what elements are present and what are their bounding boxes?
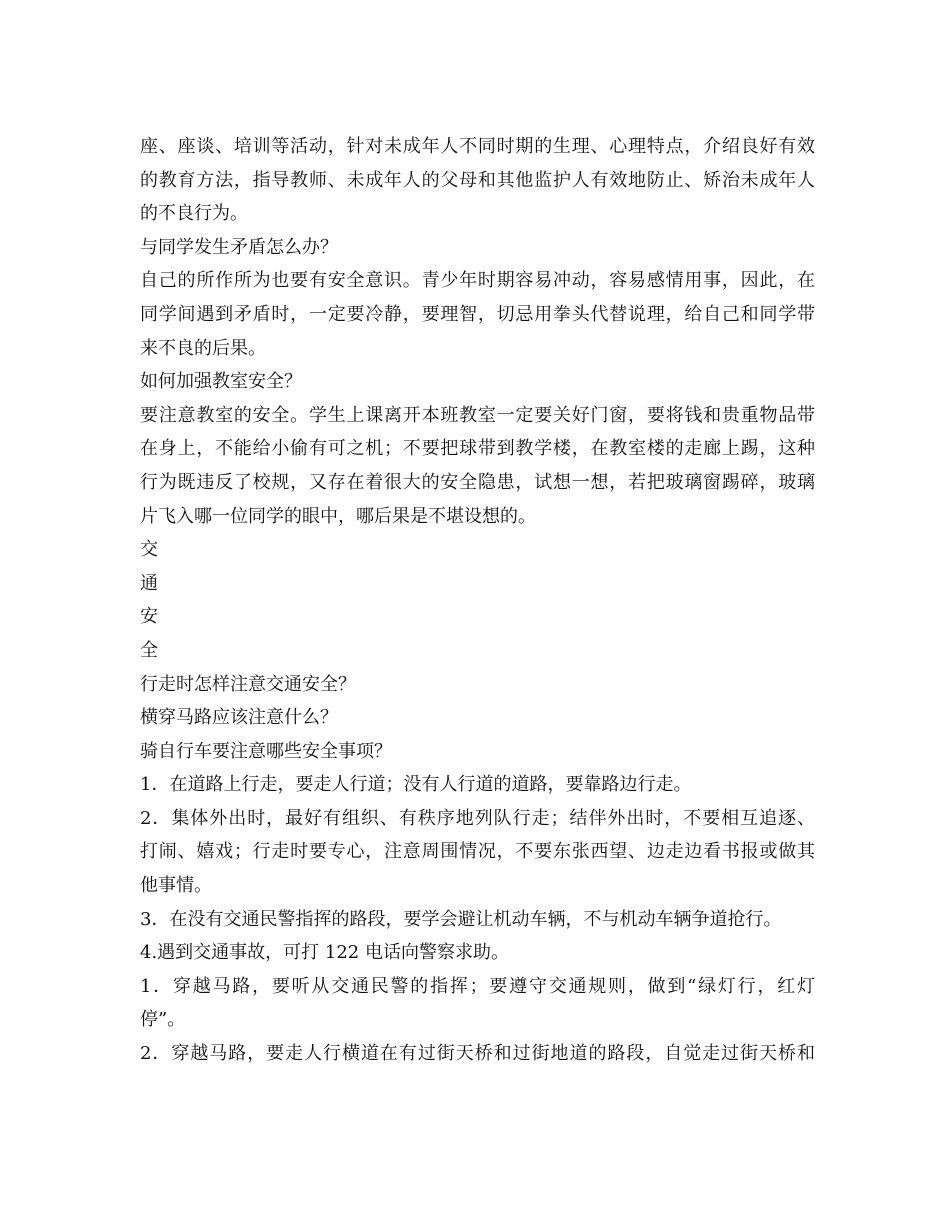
text-line: 安 xyxy=(140,606,158,628)
text-line: 他事情。 xyxy=(140,875,212,897)
text-line: 全 xyxy=(140,639,158,661)
text-line: 同学间遇到矛盾时，一定要冷静，要理智，切忌用拳头代替说理，给自己和同学带 xyxy=(140,303,815,325)
text-line: 3．在没有交通民警指挥的路段，要学会避让机动车辆，不与机动车辆争道抢行。 xyxy=(140,908,782,930)
text-line: 通 xyxy=(140,572,158,594)
text-line: 骑自行车要注意哪些安全事项？ xyxy=(140,740,392,762)
text-line: 1．穿越马路，要听从交通民警的指挥；要遵守交通规则，做到“绿灯行，红灯 xyxy=(140,975,815,997)
text-line: 4.遇到交通事故，可打 122 电话向警察求助。 xyxy=(140,942,509,964)
text-line: 如何加强教室安全？ xyxy=(140,371,302,393)
text-line: 的不良行为。 xyxy=(140,203,248,225)
text-line: 来不良的后果。 xyxy=(140,337,266,359)
text-line: 2．穿越马路，要走人行横道在有过街天桥和过街地道的路段，自觉走过街天桥和 xyxy=(140,1043,815,1065)
text-line: 片飞入哪一位同学的眼中，哪后果是不堪设想的。 xyxy=(140,505,536,527)
text-line: 要注意教室的安全。学生上课离开本班教室一定要关好门窗，要将钱和贵重物品带 xyxy=(140,404,815,426)
text-line: 横穿马路应该注意什么？ xyxy=(140,707,338,729)
text-line: 打闹、嬉戏；行走时要专心，注意周围情况，不要东张西望、边走边看书报或做其 xyxy=(140,841,815,863)
text-line: 在身上，不能给小偷有可之机；不要把球带到教学楼，在教室楼的走廊上踢，这种 xyxy=(140,438,815,460)
text-line: 停”。 xyxy=(140,1009,186,1031)
text-line: 的教育方法，指导教师、未成年人的父母和其他监护人有效地防止、矫治未成年人 xyxy=(140,169,815,191)
text-line: 1．在道路上行走，要走人行道；没有人行道的道路，要靠路边行走。 xyxy=(140,774,692,796)
text-line: 行为既违反了校规，又存在着很大的安全隐患，试想一想，若把玻璃窗踢碎，玻璃 xyxy=(140,471,815,493)
text-line: 2．集体外出时，最好有组织、有秩序地列队行走；结伴外出时，不要相互追逐、 xyxy=(140,807,815,829)
text-line: 交 xyxy=(140,539,158,561)
text-line: 自己的所作所为也要有安全意识。青少年时期容易冲动，容易感情用事，因此，在 xyxy=(140,270,815,292)
text-line: 与同学发生矛盾怎么办？ xyxy=(140,236,338,258)
text-line: 座、座谈、培训等活动，针对未成年人不同时期的生理、心理特点，介绍良好有效 xyxy=(140,136,815,157)
document-body xyxy=(140,130,815,1071)
text-line: 行走时怎样注意交通安全？ xyxy=(140,673,356,695)
